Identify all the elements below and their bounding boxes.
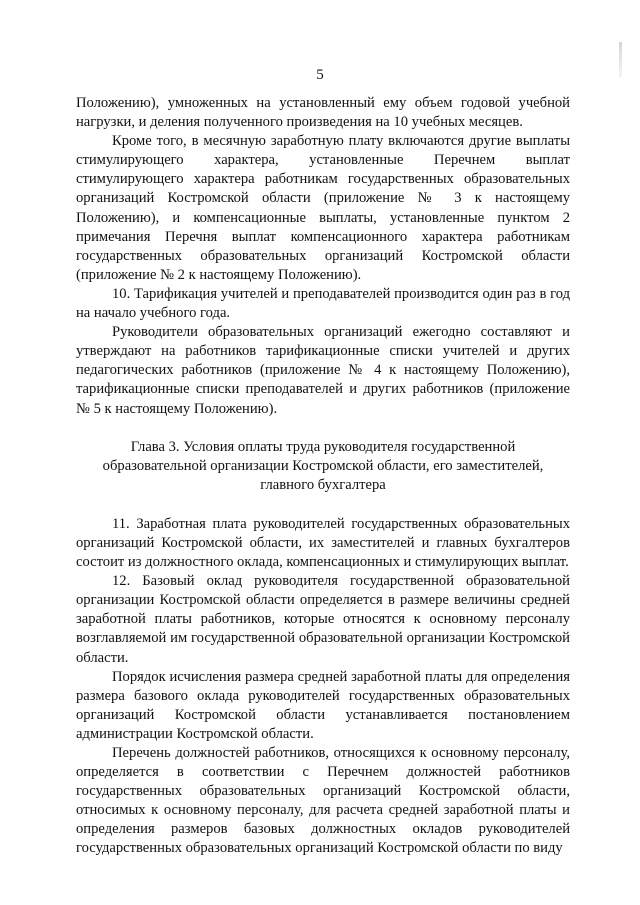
paragraph-12-base-salary: 12. Базовый оклад руководителя государственной образовательной организации Костромской области определяется в размере величины средней заработной платы работников, которые относятся к основному персоналу возглавляемой им государственной образовательной организации Костромской области.	[76, 573, 570, 666]
paragraph-tarification-lists: Руководители образовательных организаций ежегодно составляют и утверждают на работников тарификационные списки учителей и других педагогических работников (приложение № 4 к настоящему Положению), тарификационные списки преподавателей и других работников (приложение № 5 к настоящему Положению).	[76, 324, 570, 417]
paragraph-11-salary: 11. Заработная плата руководителей государственных образовательных организаций Костромской области, их заместителей и главных бухгалтеров состоит из должностного оклада, компенсационных и стимулирующих выплат.	[76, 515, 570, 571]
paragraph-additional-payments: Кроме того, в месячную заработную плату включаются другие выплаты стимулирующего характера, установленные Перечнем выплат стимулирующего характера работникам государственных образовательных организаций Костромской области (приложение № 3 к настоящему Положению), и компенсационные выплаты, установленные пунктом 2 примечания Перечня выплат компенсационного характера работникам государственных образовательных организаций Костромской области (приложение № 2 к настоящему Положению).	[76, 133, 570, 283]
document-body	[76, 94, 570, 859]
paragraph-positions-list: Перечень должностей работников, относящихся к основному персоналу, определяется в соответствии с Перечнем должностей работников государственных образовательных организаций Костромской области, относимых к основному персоналу, для расчета средней заработной платы и определения размеров базовых должностных окладов руководителей государственных образовательных организаций Костромской области по виду	[76, 745, 570, 857]
paragraph-calculation-procedure: Порядок исчисления размера средней заработной платы для определения размера базового оклада руководителей государственных образовательных организаций Костромской области устанавливается постановлением администрации Костромской области.	[76, 668, 570, 742]
page-number: 5	[316, 67, 324, 83]
chapter-3-title: Глава 3. Условия оплаты труда руководителя государственной образовательной организации Костромской области, его заместителей, главного бухгалтера	[102, 438, 544, 493]
paragraph-continuation: Положению), умноженных на установленный ему объем годовой учебной нагрузки, и деления полученного произведения на 10 учебных месяцев.	[76, 95, 570, 131]
paragraph-10-tarification: 10. Тарификация учителей и преподавателей производится один раз в год на начало учебного года.	[76, 285, 570, 322]
